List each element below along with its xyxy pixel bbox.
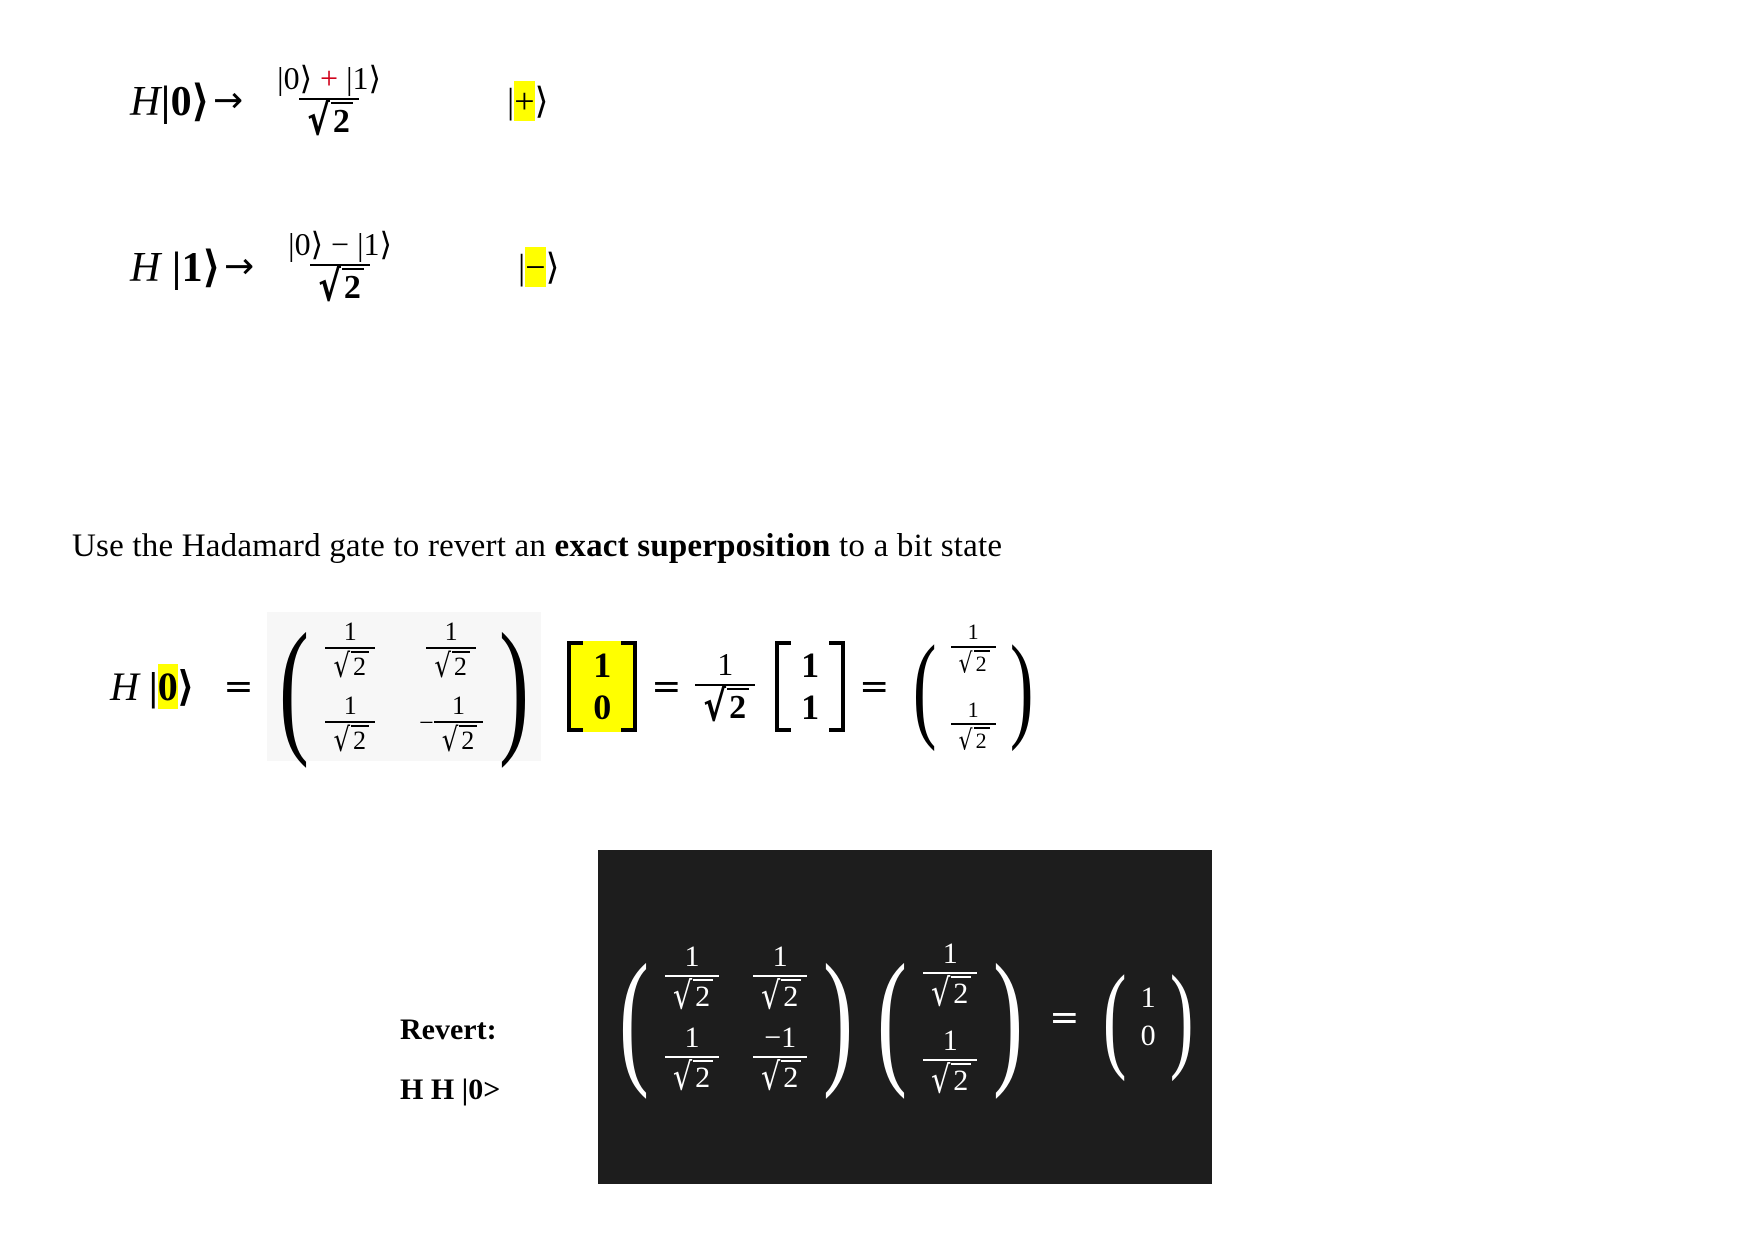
dark-result-1: 0 xyxy=(1140,1019,1156,1052)
final-0-num: 1 xyxy=(967,619,979,645)
cell-11-fraction xyxy=(434,690,484,760)
cell-11-minus: − xyxy=(419,708,434,738)
paren-left: ( xyxy=(1103,951,1127,1083)
dark-cell-10 xyxy=(665,1021,719,1099)
dark-cell-11-den xyxy=(753,1055,807,1099)
dark-result-vector xyxy=(1093,951,1203,1083)
dark-vector-cells xyxy=(917,937,983,1102)
dark-cell-00-num: 1 xyxy=(684,940,700,973)
input-vector-0: 1 xyxy=(593,645,612,686)
radical-symbol: √ xyxy=(318,261,341,312)
dark-vector-0-den xyxy=(923,971,977,1015)
radicand-two: 2 xyxy=(974,650,990,675)
revert-label-text: Revert: xyxy=(400,1013,497,1046)
bracket-right xyxy=(621,641,637,732)
radical-symbol: √ xyxy=(307,95,330,146)
dark-equals-sign: = xyxy=(1049,996,1080,1038)
dark-cell-01-den xyxy=(753,974,807,1018)
dark-equation-inner xyxy=(607,932,1203,1102)
ket-zero-highlight: 0 xyxy=(157,664,178,710)
final-state-vector xyxy=(903,614,1043,758)
input-state-vector xyxy=(567,641,637,732)
numerator-ket0: |0⟩ xyxy=(288,226,324,262)
h-operator: H xyxy=(110,664,139,710)
radicand-two: 2 xyxy=(331,102,353,140)
equals-sign-1: = xyxy=(223,666,254,708)
result-vector-1: 1 xyxy=(801,686,820,727)
radicand-two: 2 xyxy=(781,979,801,1013)
radical-symbol: √ xyxy=(958,725,973,757)
scalar-num: 1 xyxy=(717,645,734,682)
paren-right: ) xyxy=(1009,621,1034,753)
cell-11-num: 1 xyxy=(451,690,465,720)
cell-01-den xyxy=(426,647,476,686)
cell-00-den xyxy=(325,647,375,686)
cell-01-num: 1 xyxy=(444,617,458,646)
numerator-ket1: |1⟩ xyxy=(346,60,381,96)
h-operator: H xyxy=(130,78,161,125)
scalar-den xyxy=(695,681,755,732)
h-ket1-denominator xyxy=(310,261,370,312)
paren-left: ( xyxy=(913,621,937,753)
dark-cell-11-num xyxy=(758,1022,802,1056)
paren-left: ( xyxy=(619,933,649,1100)
radicand-two: 2 xyxy=(693,979,713,1013)
radical-symbol: √ xyxy=(958,648,973,680)
final-1-den xyxy=(951,723,996,757)
dark-vector-1 xyxy=(923,1024,977,1102)
radicand-two: 2 xyxy=(951,976,971,1010)
input-vector-1: 0 xyxy=(593,686,612,727)
radical-symbol: √ xyxy=(703,681,727,732)
cell-00-num: 1 xyxy=(343,617,357,646)
radicand-two: 2 xyxy=(351,651,369,680)
h-ket0-fraction xyxy=(271,60,387,146)
arrow-icon: → xyxy=(223,246,255,288)
ket-zero-close: ⟩ xyxy=(177,664,194,710)
radical-symbol: √ xyxy=(441,721,459,760)
radical-symbol: √ xyxy=(672,1055,693,1099)
dark-vector-0-num: 1 xyxy=(942,937,958,970)
equals-sign-2: = xyxy=(651,666,682,708)
paren-right: ) xyxy=(1169,951,1194,1083)
numerator-ket0: |0⟩ xyxy=(277,60,313,96)
paren-right: ) xyxy=(499,603,530,770)
result-vector-column xyxy=(791,641,829,732)
cell-10-num: 1 xyxy=(343,690,357,720)
dark-vector-1-num: 1 xyxy=(942,1024,958,1057)
matrix-cell-11 xyxy=(419,690,483,760)
radicand-two: 2 xyxy=(342,268,364,306)
dark-input-vector xyxy=(865,932,1035,1102)
dark-equation-block xyxy=(598,850,1212,1184)
dark-result-cells xyxy=(1135,981,1162,1053)
sentence-part2: to a bit state xyxy=(830,528,1003,564)
sqrt-icon xyxy=(316,261,364,312)
scalar-one-over-sqrt2 xyxy=(695,645,755,732)
ket-zero-text: | xyxy=(148,664,158,710)
h-ket1-fraction xyxy=(282,226,398,312)
numerator-sign-minus: − xyxy=(331,226,350,262)
ket-zero: |0⟩ xyxy=(160,78,209,125)
dark-cell-11-one: 1 xyxy=(781,1021,797,1054)
h-ket0-denominator xyxy=(299,95,359,146)
hadamard-matrix-cells xyxy=(319,617,489,760)
input-vector-column xyxy=(583,641,621,732)
radical-symbol: √ xyxy=(761,1055,781,1099)
state-label-minus: |−⟩ xyxy=(517,246,560,287)
matrix-cell-01 xyxy=(426,617,476,686)
main-matrix-equation xyxy=(110,603,1043,770)
dark-cell-00-den xyxy=(665,974,719,1018)
equation-h-ket1 xyxy=(130,226,560,312)
radical-symbol: √ xyxy=(931,1058,951,1102)
sentence-part1: Use the Hadamard gate to revert an xyxy=(72,528,555,564)
revert-expression: H H |0> xyxy=(400,1073,501,1106)
main-eq-lhs xyxy=(110,663,193,710)
dark-vector-0 xyxy=(923,937,977,1015)
radical-symbol: √ xyxy=(931,971,951,1015)
paren-right: ) xyxy=(993,933,1024,1100)
dark-cell-00 xyxy=(665,940,719,1018)
radical-symbol: √ xyxy=(672,974,693,1018)
h-ket1-numerator xyxy=(282,228,398,264)
numerator-sign-plus: + xyxy=(320,60,339,96)
radical-symbol: √ xyxy=(333,721,351,760)
result-vector-0: 1 xyxy=(801,645,820,686)
numerator-ket1: |1⟩ xyxy=(357,226,392,262)
revert-caption xyxy=(400,1000,500,1120)
sentence-bold: exact superposition xyxy=(554,528,831,564)
radicand-two: 2 xyxy=(974,727,990,752)
final-vector-1 xyxy=(951,696,996,757)
dark-cell-10-den xyxy=(665,1055,719,1099)
radical-symbol: √ xyxy=(761,974,781,1018)
radical-symbol: √ xyxy=(333,648,351,686)
h-ket0-lhs xyxy=(130,76,209,126)
cell-10-den xyxy=(325,721,375,760)
dark-cell-01-num: 1 xyxy=(772,940,788,973)
matrix-cell-10 xyxy=(325,690,375,760)
final-1-num: 1 xyxy=(967,696,979,722)
state-plus-highlight: + xyxy=(514,80,535,121)
hadamard-matrix xyxy=(267,603,541,770)
dark-matrix-cells xyxy=(659,940,813,1099)
matrix-cell-00 xyxy=(325,617,375,686)
dark-cell-11-minus: − xyxy=(764,1021,782,1054)
h-ket1-lhs xyxy=(130,242,220,292)
dark-vector-1-den xyxy=(923,1058,977,1102)
radicand-two: 2 xyxy=(351,725,369,754)
sqrt-icon xyxy=(305,95,353,146)
dark-result-0: 1 xyxy=(1140,981,1156,1014)
final-vector-0 xyxy=(951,619,996,680)
radicand-two: 2 xyxy=(452,651,470,680)
body-sentence xyxy=(72,528,1002,565)
dark-cell-10-num: 1 xyxy=(684,1021,700,1054)
cell-11-den xyxy=(434,721,484,760)
radical-symbol: √ xyxy=(434,648,451,686)
radicand-two: 2 xyxy=(781,1060,801,1094)
final-0-den xyxy=(951,646,996,680)
h-ket0-numerator xyxy=(271,62,387,98)
paren-right: ) xyxy=(823,933,854,1100)
equals-sign-3: = xyxy=(859,666,890,708)
arrow-icon: → xyxy=(212,80,244,122)
result-state-vector xyxy=(775,641,845,732)
radicand-two: 2 xyxy=(727,688,749,726)
radicand-two: 2 xyxy=(951,1063,971,1097)
radicand-two: 2 xyxy=(693,1060,713,1094)
final-vector-cells xyxy=(945,619,1002,757)
radicand-two: 2 xyxy=(459,725,477,754)
bracket-left xyxy=(567,641,583,732)
paren-left: ( xyxy=(877,933,908,1100)
dark-cell-11 xyxy=(753,1021,807,1099)
state-minus-highlight: − xyxy=(525,246,546,287)
dark-hadamard-matrix xyxy=(607,935,865,1099)
bracket-left xyxy=(775,641,791,732)
h-operator: H xyxy=(130,244,161,291)
equation-h-ket0 xyxy=(130,60,549,146)
bracket-right xyxy=(829,641,845,732)
ket-one: |1⟩ xyxy=(171,244,220,291)
state-label-plus: |+⟩ xyxy=(506,80,549,121)
paren-left: ( xyxy=(279,603,310,770)
dark-cell-01 xyxy=(753,940,807,1018)
